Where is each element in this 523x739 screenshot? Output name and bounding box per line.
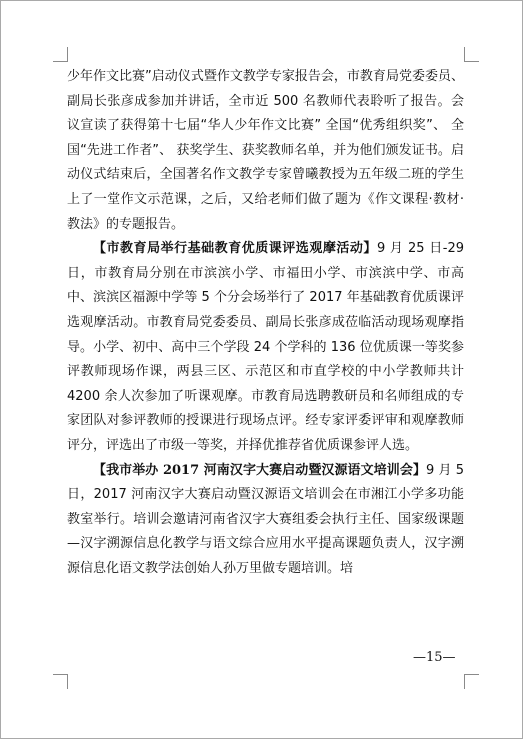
news-heading: 【市教育局举行基础教育优质课评选观摩活动】 bbox=[93, 241, 377, 257]
paragraph-news-item bbox=[67, 459, 464, 582]
crop-mark-top-left bbox=[53, 47, 68, 62]
document-body bbox=[67, 65, 464, 581]
paragraph-continuation bbox=[67, 65, 464, 237]
crop-mark-bottom-right bbox=[464, 674, 479, 689]
crop-mark-bottom-left bbox=[53, 674, 68, 689]
paragraph-text: 9 月 25 日-29 日，市教育局分别在市滨滨小学、市福田小学、市滨滨中学、市高中、滨滨区福源中学等 5 个分会场举行了 2017 年基础教育优质课评选观摩活动。市教育局党委委员、副局长张彦成莅临活动现场观摩指导。小学、初中、高中三个学段 24 个学科的 136 位优质课一等奖参评教师现场作课，两县三区、示范区和市直学校的中小学教师共计 4200 余人次参加了听课观摩。市教育局选聘教研员和名师组成的专家团队对参评教师的授课进行现场点评。经专家评委评审和观摩教师评分，评选出了市级一等奖，并择优推荐省优质课参评人选。 bbox=[67, 241, 464, 453]
paragraph-text: 少年作文比赛”启动仪式暨作文教学专家报告会，市教育局党委委员、副局长张彦成参加并讲话，全市近 500 名教师代表聆听了报告。会议宣读了获得第十七届“华人少年作文比赛” 全国“优秀组织奖”、 全国“先进工作者”、 获奖学生、获奖教师名单，并为他们颁发证书。启动仪式结束后，全国著名作文教学专家曾曦教授为五年级二班的学生上了一堂作文示范课，之后，又给老师们做了题为《作文课程·教材·教法》的专题报告。 bbox=[67, 69, 464, 232]
crop-mark-top-right bbox=[464, 47, 479, 62]
paragraph-text: 9 月 5 日，2017 河南汉字大赛启动暨汉源语文培训会在市湘江小学多功能教室举行。培训会邀请河南省汉字大赛组委会执行主任、国家级课题—汉字溯源信息化教学与语文综合应用水平提高课题负责人，汉字溯源信息化语文教学法创始人孙万里做专题培训。培 bbox=[67, 462, 465, 576]
news-heading: 【我市举办 2017 河南汉字大赛启动暨汉源语文培训会】 bbox=[93, 462, 426, 478]
page-number: —15— bbox=[413, 650, 456, 665]
paragraph-news-item bbox=[67, 237, 464, 458]
